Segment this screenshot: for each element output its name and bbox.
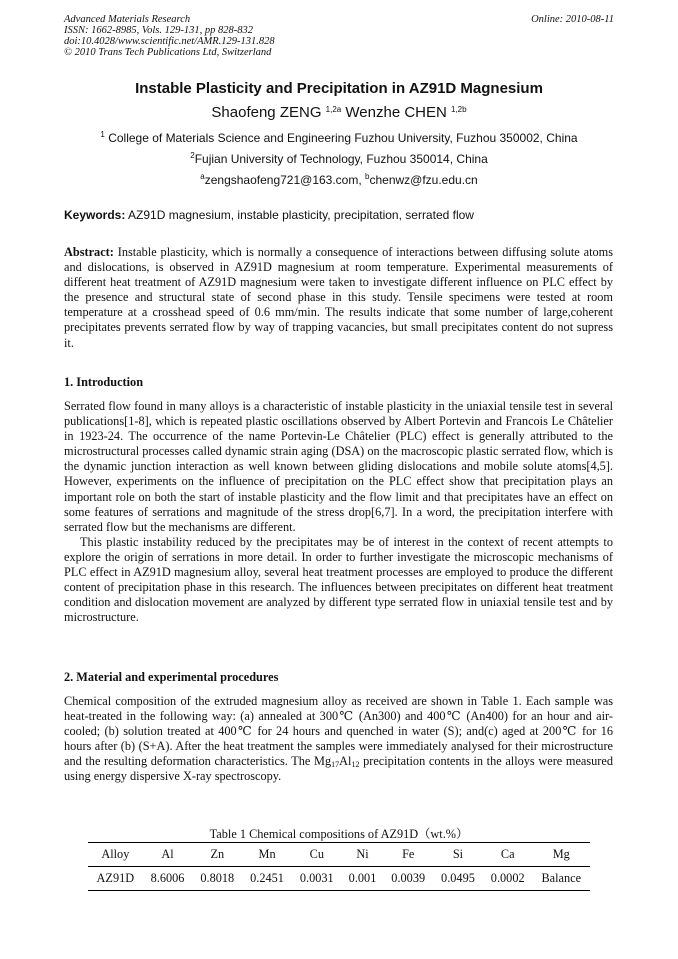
paper-title: Instable Plasticity and Precipitation in AZ91D Magnesium (135, 80, 543, 97)
table-header-cell: Zn (210, 847, 225, 861)
table-header-cell: Mg (552, 847, 570, 861)
journal-name: Advanced Materials Research (64, 14, 191, 25)
table-cell: 0.8018 (200, 871, 235, 885)
affiliation-2-mark: 2 (190, 151, 195, 160)
abstract (64, 245, 613, 351)
table-cell: Balance (541, 871, 582, 885)
section-2-body (64, 694, 613, 785)
table-header-cell: Si (452, 847, 464, 861)
section-1-heading: 1. Introduction (64, 375, 144, 389)
email-a: zengshaofeng721@163.com, (204, 173, 366, 187)
running-header (64, 14, 275, 58)
table-header-cell: Ca (500, 847, 515, 861)
table-cell: AZ91D (96, 871, 135, 885)
table-1-caption: Table 1 Chemical compositions of AZ91D（wt.%） (209, 827, 469, 841)
section-2-heading: 2. Material and experimental procedures (64, 670, 279, 684)
author-1: Shaofeng ZENG (211, 104, 326, 121)
email-line (0, 173, 678, 187)
affiliation-1 (0, 131, 678, 145)
table-cell: 0.0039 (391, 871, 426, 885)
author-line (0, 104, 678, 121)
table-header-cell: Alloy (101, 847, 130, 861)
table-cell: 8.6006 (150, 871, 185, 885)
email-b-mark: b (365, 172, 370, 181)
doi-line: doi:10.4028/www.scientific.net/AMR.129-131.828 (64, 36, 275, 47)
abstract-text: Instable plasticity, which is normally a consequence of interactions between diffusing solute atoms and dislocations, is observed in AZ91D magnesium at room temperature. Experimental measurements of different heat treatment of AZ91D magnesium were taken to investigate different influence on PLC effect by the presence and structural state of second phase in this study. Tensile specimens were tested at room temperature at a crosshead speed of 0.6 mm/min. The results indicate that some number of large,coherent precipitates prevents serrated flow by way of trapping vacancies, but small precipitates content do not supress it. (64, 245, 613, 350)
table-header-cell: Cu (309, 847, 324, 861)
abstract-label: Abstract: (64, 245, 114, 259)
table-cell: 0.2451 (250, 871, 284, 885)
table-header-row (88, 843, 590, 867)
table-header-cell: Mn (258, 847, 276, 861)
section-2-paragraph-1: Chemical composition of the extruded magnesium alloy as received are shown in Table 1. Each sample was heat-treated in the following way: (a) annealed at 300℃ (An300) and 400℃ (An400) for an hour and air-cooled; (b) solution treated at 400℃ for 24 hours and quenched in water (S); and(c) aged at 200℃ for 16 hours after (b) (S+A). After the heat treatment the samples were immediately analysed for their microstructure and the resulting deformation characteristics. The $Mg_{17}Al_{12}$ precipitation contents in the alloys were measured using energy dispersive X-ray spectroscopy. (64, 694, 613, 784)
table-header-cell: Fe (402, 847, 415, 861)
table-row (88, 867, 590, 891)
keywords (64, 208, 624, 222)
author-1-affiliation-mark: 1,2a (325, 105, 342, 114)
email-b: chenwz@fzu.edu.cn (369, 173, 478, 187)
affiliation-2-text: Fujian University of Technology, Fuzhou 350014, China (194, 152, 488, 166)
section-1-body (64, 399, 613, 625)
table-cell: 0.0002 (490, 871, 525, 885)
email-a-mark: a (200, 172, 205, 181)
issn-line: ISSN: 1662-8985, Vols. 129-131, pp 828-832 (64, 25, 253, 36)
author-2: Wenzhe CHEN (341, 104, 451, 121)
online-date: Online: 2010-08-11 (531, 14, 614, 25)
keywords-text: AZ91D magnesium, instable plasticity, precipitation, serrated flow (125, 208, 474, 222)
table-header-cell: Al (161, 847, 174, 861)
table-cell: 0.0495 (441, 871, 475, 885)
table-cell: 0.001 (348, 871, 377, 885)
author-2-affiliation-mark: 1,2b (451, 105, 467, 114)
affiliation-1-text: College of Materials Science and Engineering Fuzhou University, Fuzhou 350002, China (104, 131, 578, 145)
copyright-line: © 2010 Trans Tech Publications Ltd, Switzerland (64, 47, 272, 58)
table-cell: 0.0031 (299, 871, 334, 885)
section-1-paragraph-1: Serrated flow found in many alloys is a characteristic of instable plasticity in the uniaxial tensile test in several publications[1-8], which is repeated plastic oscillations observed by Albert Portevin and Francois Le Châtelier in 1923-24. The occurrence of the name Portevin-Le Châtelier (PLC) effect is generally attributed to the microstructural processes called dynamic strain aging (DSA) on the macroscopic plastic serrated flow, which is the dynamic junction interaction as well known between gliding dislocations and mobile solute atoms[4,5]. However, experiments on the influence of precipitation on the PLC effect show that precipitation plays an important role on both the start of instable plasticity and the flow limit and that precipitates have an effect on some features of serrations and magnitude of the stress drop[6,7]. In a word, the precipitation interfere with serrated flow but the mechanisms are different. (64, 399, 613, 534)
table-header-cell: Ni (356, 847, 369, 861)
keywords-label: Keywords: (64, 208, 126, 222)
section-1-paragraph-2: This plastic instability reduced by the precipitates may be of interest in the context of recent attempts to explore the origin of serrations in more detail. In order to further investigate the microscopic mechanisms of PLC effect in AZ91D magnesium alloy, several heat treatment processes are employed to produce the different content of precipitation phase in this research. The influences between precipitates on different heat treatment condition and dislocation movement are analyzed by different type serrated flow in uniaxial tensile test and by microstructure. (64, 534, 613, 625)
affiliation-2 (0, 152, 678, 166)
composition-table (88, 842, 590, 891)
affiliation-1-mark: 1 (100, 130, 105, 139)
